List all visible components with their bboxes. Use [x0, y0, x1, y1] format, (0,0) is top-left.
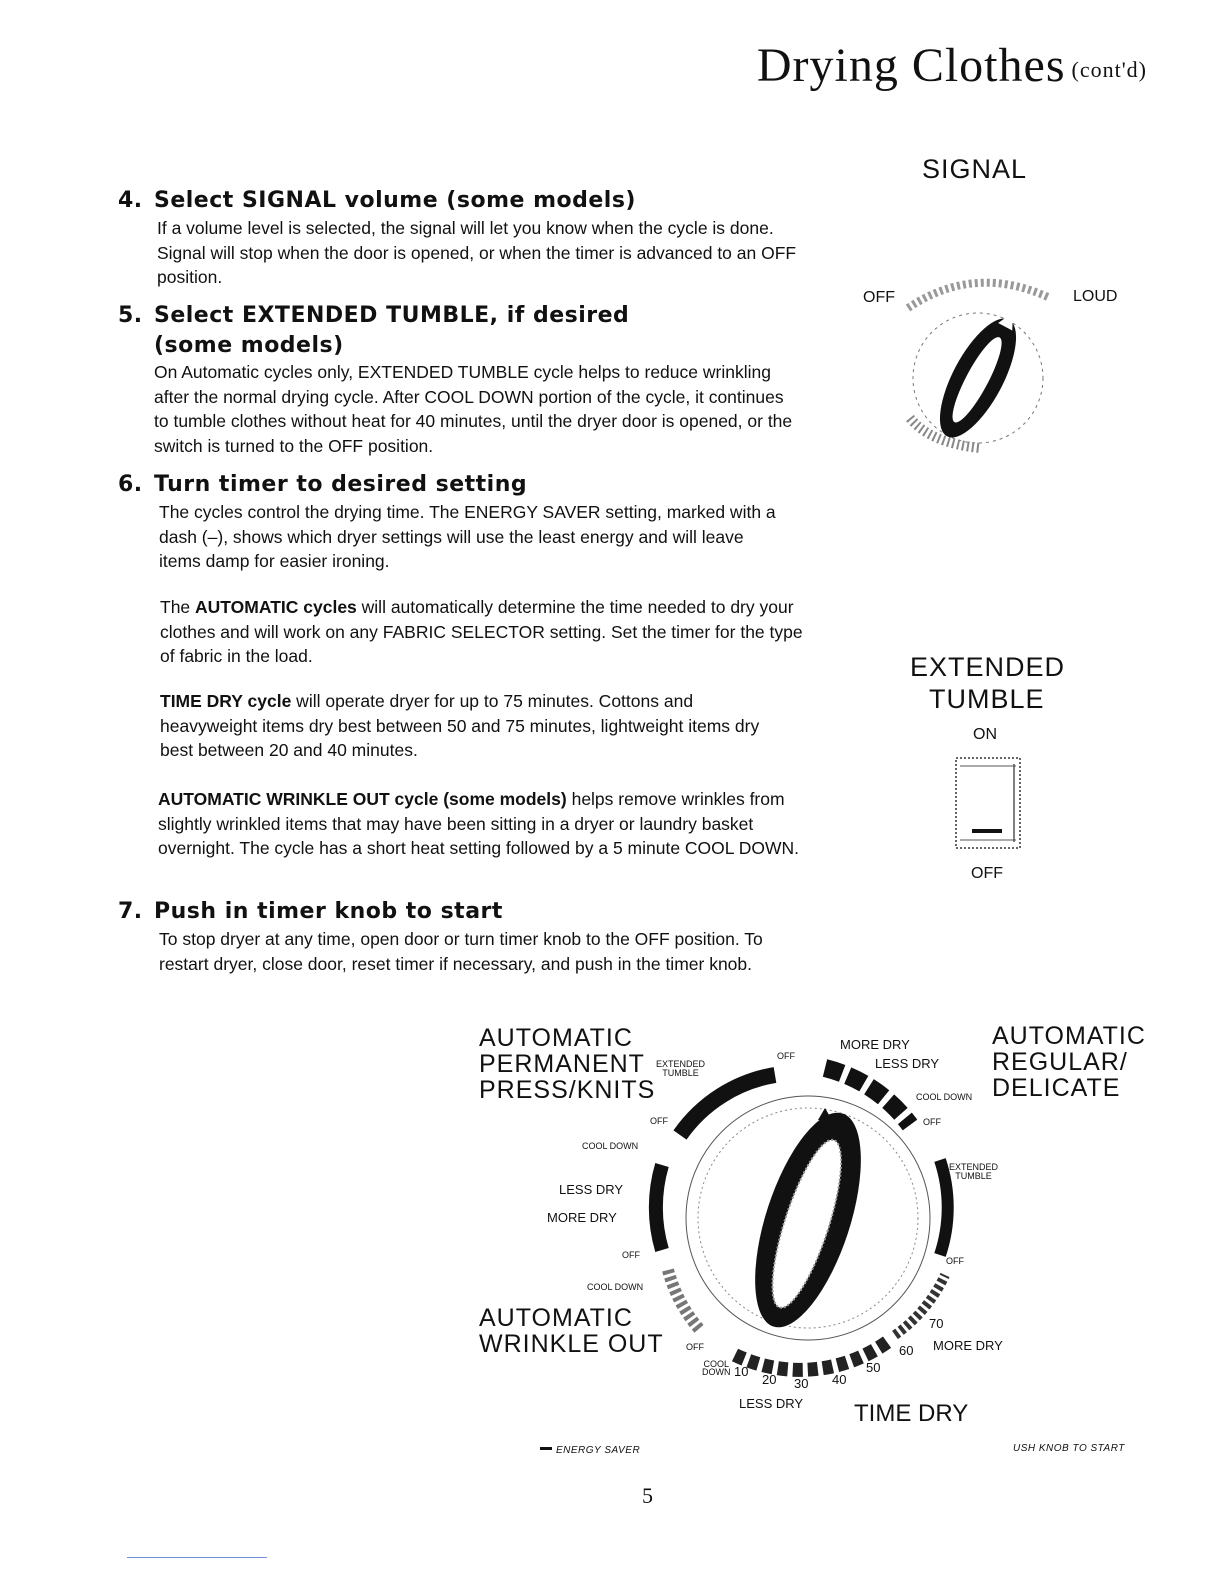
dial-off-right: OFF: [946, 1256, 964, 1266]
step-5-heading: 5. Select EXTENDED TUMBLE, if desired: [118, 303, 630, 328]
dial-10: 10: [734, 1364, 749, 1379]
energy-saver-dash-icon: [540, 1447, 552, 1450]
step-6-automatic-paragraph: The AUTOMATIC cycles will automatically determine the time needed to dry your clothes and will work on any FABRIC SELECTOR setting. Set the timer for the type of fabric in the load.: [160, 597, 803, 666]
auto-perm-press-label: AUTOMATIC PERMANENT PRESS/KNITS: [479, 1024, 656, 1104]
dial-cool-down-top-right: COOL DOWN: [916, 1092, 973, 1102]
time-dry-label: TIME DRY: [854, 1400, 969, 1427]
dial-cool-down-left-upper: COOL DOWN: [582, 1141, 639, 1151]
dial-cool-down-bottom: COOL DOWN: [702, 1359, 731, 1377]
signal-volume-knob[interactable]: [890, 268, 1065, 458]
dial-off-top: OFF: [777, 1051, 795, 1061]
dial-less-dry-left: LESS DRY: [559, 1182, 624, 1197]
page-title-suffix: (cont'd): [1071, 57, 1147, 82]
signal-title: SIGNAL: [922, 154, 1028, 184]
dial-off-left-lower: OFF: [622, 1250, 640, 1260]
step-7-heading: 7. Push in timer knob to start: [118, 899, 503, 924]
dial-60: 60: [899, 1343, 914, 1358]
dial-less-dry-bottom: LESS DRY: [739, 1396, 804, 1411]
page-title: Drying Clothes (cont'd): [756, 39, 1147, 92]
dial-off-top-right: OFF: [923, 1117, 941, 1127]
dial-more-dry-bottom: MORE DRY: [933, 1338, 1003, 1353]
dial-40: 40: [832, 1372, 847, 1387]
footer-rule: [127, 1557, 267, 1558]
signal-loud-label: LOUD: [1073, 288, 1118, 305]
dial-off-bottom: OFF: [686, 1342, 704, 1352]
step-5-heading-2: (some models): [154, 333, 344, 358]
timer-knob-dial[interactable]: [640, 1050, 980, 1395]
dial-cool-down-left-lower: COOL DOWN: [587, 1282, 644, 1292]
extended-tumble-left-label: EXTENDED TUMBLE: [656, 1059, 706, 1078]
step-6-heading: 6. Turn timer to desired setting: [118, 472, 528, 497]
push-knob-note: USH KNOB TO START: [1013, 1443, 1125, 1454]
extended-tumble-right-label: EXTENDED TUMBLE: [949, 1162, 999, 1181]
auto-wrinkle-out-label: AUTOMATIC WRINKLE OUT: [479, 1304, 664, 1358]
extended-tumble-title-2: TUMBLE: [929, 684, 1045, 714]
step-6-wrinkle-out-paragraph: AUTOMATIC WRINKLE OUT cycle (some models) helps remove wrinkles from slightly wrinkled items that may have been sitting in a dryer or laundry basket overnight. The cycle has a short heat setting followed by a 5 minute COOL DOWN.: [158, 789, 799, 858]
dial-20: 20: [762, 1372, 777, 1387]
step-5-text: On Automatic cycles only, EXTENDED TUMBLE cycle helps to reduce wrinkling after the normal drying cycle. After COOL DOWN portion of the cycle, it continues to tumble clothes without heat for 40 minutes, until the dryer door is opened, or the switch is turned to the OFF position.: [154, 362, 793, 456]
extended-tumble-on-label: ON: [973, 726, 997, 743]
extended-tumble-title-1: EXTENDED: [910, 652, 1066, 682]
step-6-time-dry-paragraph: TIME DRY cycle will operate dryer for up to 75 minutes. Cottons and heavyweight items dry best between 50 and 75 minutes, lightweight items dry best between 20 and 40 minutes.: [160, 691, 760, 760]
dial-more-dry-top: MORE DRY: [840, 1037, 910, 1052]
step-4-heading: 4. Select SIGNAL volume (some models): [118, 188, 636, 213]
dial-off-left-upper: OFF: [650, 1116, 668, 1126]
step-6-text: The cycles control the drying time. The ENERGY SAVER setting, marked with a dash (–), shows which dryer settings will use the least energy and will leave items damp for easier ironing.: [159, 502, 776, 571]
signal-off-label: OFF: [863, 289, 895, 306]
energy-saver-note: ENERGY SAVER: [540, 1445, 640, 1456]
auto-regular-delicate-label: AUTOMATIC REGULAR/ DELICATE: [992, 1022, 1146, 1102]
dial-less-dry-top: LESS DRY: [875, 1056, 940, 1071]
extended-tumble-switch[interactable]: [950, 754, 1026, 854]
step-4-text: If a volume level is selected, the signal will let you know when the cycle is done. Signal will stop when the door is opened, or when the timer is advanced to an OFF position.: [157, 218, 797, 287]
step-7-text: To stop dryer at any time, open door or turn timer knob to the OFF position. To restart dryer, close door, reset timer if necessary, and push in the timer knob.: [159, 929, 763, 974]
dial-50: 50: [866, 1360, 881, 1375]
dial-70: 70: [929, 1316, 944, 1331]
page-number: 5: [642, 1483, 653, 1508]
extended-tumble-off-label: OFF: [971, 865, 1003, 882]
dial-30: 30: [794, 1376, 809, 1391]
dial-more-dry-left: MORE DRY: [547, 1210, 617, 1225]
